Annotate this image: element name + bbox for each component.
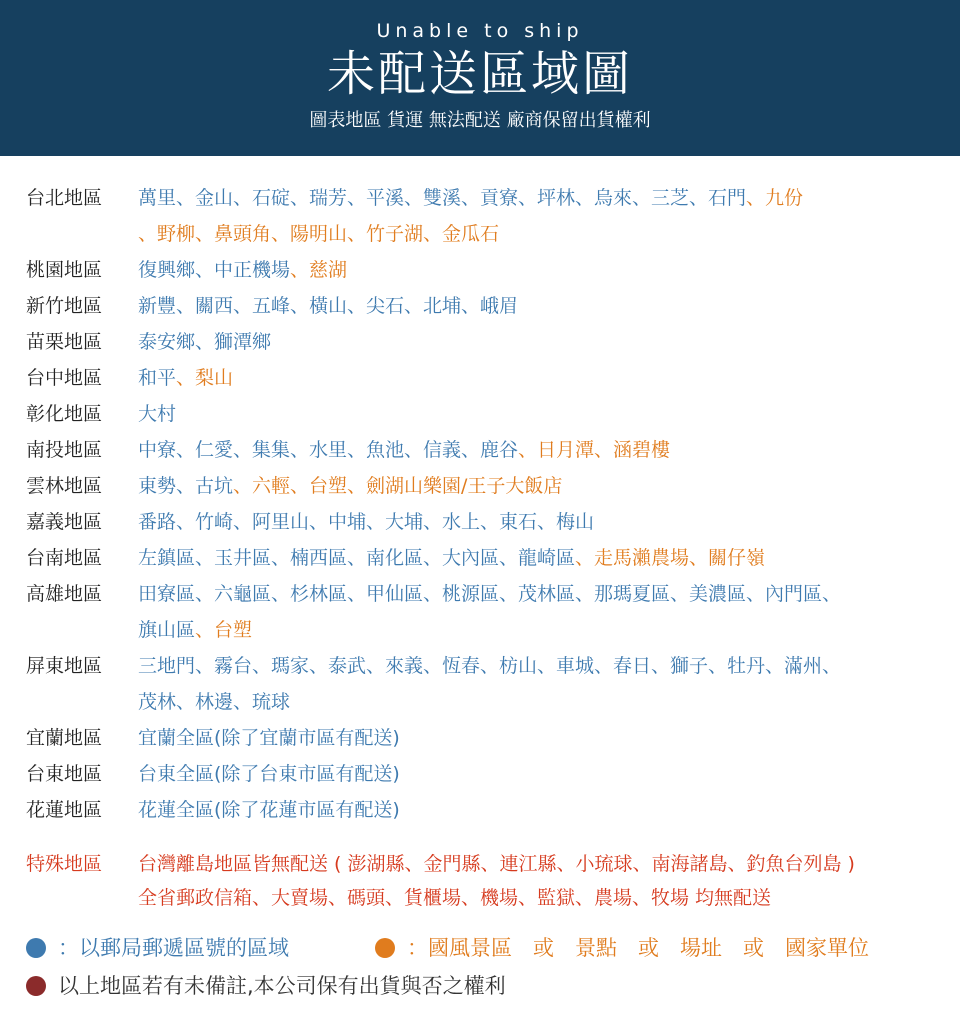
region-places	[138, 432, 938, 468]
postal-place-text: 東勢、古坑	[138, 475, 234, 497]
region-label: 台北地區	[26, 187, 103, 209]
postal-place-text: 萬里、金山、石碇、瑞芳、平溪、雙溪、貢寮、坪林、烏來、三芝、石門	[138, 187, 747, 209]
region-places-line	[138, 648, 938, 684]
header-subtitle: Unable to ship	[376, 20, 584, 42]
special-region-label: 特殊地區	[26, 853, 103, 875]
region-row	[0, 792, 960, 828]
special-region-line: 全省郵政信箱、大賣場、碼頭、貨櫃場、機場、監獄、農場、牧場 均無配送	[138, 887, 772, 909]
legend-row	[26, 933, 869, 963]
region-places-line	[138, 216, 938, 252]
legend-blue-text: ：以郵局郵遞區號的區域	[58, 936, 289, 960]
postal-place-text: 復興鄉、中正機場	[138, 259, 291, 281]
region-places-line	[138, 396, 938, 432]
region-list	[0, 180, 960, 828]
postal-place-text: 台東全區(除了台東市區有配送)	[138, 763, 400, 785]
region-places-line	[138, 792, 938, 828]
region-places-line	[138, 468, 938, 504]
region-places	[138, 720, 938, 756]
region-row	[0, 396, 960, 432]
region-row	[0, 324, 960, 360]
region-places-line	[138, 540, 938, 576]
postal-place-text: 花蓮全區(除了花蓮市區有配送)	[138, 799, 400, 821]
region-places-line	[138, 432, 938, 468]
region-places	[138, 288, 938, 324]
region-places	[138, 792, 938, 828]
region-label: 雲林地區	[26, 475, 103, 497]
region-places	[138, 576, 938, 648]
region-places	[138, 324, 938, 360]
region-places	[138, 648, 938, 720]
special-region-places	[138, 847, 855, 915]
postal-place-text: 中寮、仁愛、集集、水里、魚池、信義、鹿谷	[138, 439, 519, 461]
region-places-line	[138, 504, 938, 540]
region-label: 台中地區	[26, 367, 103, 389]
region-label: 台南地區	[26, 547, 103, 569]
header-banner	[0, 0, 960, 156]
postal-place-text: 旗山區	[138, 619, 196, 641]
region-row	[0, 432, 960, 468]
region-places-line	[138, 576, 938, 612]
region-places-line	[138, 756, 938, 792]
region-row	[0, 180, 960, 252]
region-label: 屏東地區	[26, 655, 103, 677]
region-row	[0, 576, 960, 648]
postal-place-text: 茂林、林邊、琉球	[138, 691, 291, 713]
scenic-place-text: 、野柳、鼻頭角、陽明山、竹子湖、金瓜石	[138, 223, 500, 245]
postal-place-text: 和平	[138, 367, 177, 389]
region-places	[138, 504, 938, 540]
postal-place-text: 田寮區、六龜區、杉林區、甲仙區、桃源區、茂林區、那瑪夏區、美濃區、內門區、	[138, 583, 842, 605]
region-places-line	[138, 180, 938, 216]
scenic-place-text: 、走馬瀨農場、關仔嶺	[575, 547, 766, 569]
scenic-place-text: 、九份	[746, 187, 804, 209]
region-label: 新竹地區	[26, 295, 103, 317]
region-places	[138, 252, 938, 288]
postal-place-text: 左鎮區、玉井區、楠西區、南化區、大內區、龍崎區	[138, 547, 576, 569]
region-row	[0, 360, 960, 396]
region-places-line	[138, 288, 938, 324]
region-places	[138, 360, 938, 396]
scenic-place-text: 、梨山	[176, 367, 234, 389]
region-places	[138, 756, 938, 792]
region-label: 高雄地區	[26, 583, 103, 605]
region-places-line	[138, 252, 938, 288]
region-label: 南投地區	[26, 439, 103, 461]
postal-place-text: 三地門、霧台、瑪家、泰武、來義、恆春、枋山、車城、春日、獅子、牡丹、滿州、	[138, 655, 842, 677]
legend-note-text: 以上地區若有未備註,本公司保有出貨與否之權利	[58, 974, 506, 998]
region-places-line	[138, 324, 938, 360]
region-label: 彰化地區	[26, 403, 103, 425]
region-row	[0, 252, 960, 288]
region-row	[0, 540, 960, 576]
red-dot-icon	[26, 976, 46, 996]
scenic-place-text: 、台塑	[195, 619, 253, 641]
region-places-line	[138, 684, 938, 720]
region-places-line	[138, 360, 938, 396]
region-label: 苗栗地區	[26, 331, 103, 353]
postal-place-text: 番路、竹崎、阿里山、中埔、大埔、水上、東石、梅山	[138, 511, 595, 533]
scenic-place-text: 、六輕、台塑、劍湖山樂園/王子大飯店	[233, 475, 563, 497]
special-region-row	[0, 847, 960, 915]
special-region-line: 台灣離島地區皆無配送 ( 澎湖縣、金門縣、連江縣、小琉球、南海諸島、釣魚台列島 )	[138, 853, 855, 875]
region-row	[0, 504, 960, 540]
region-label: 桃園地區	[26, 259, 103, 281]
page-title: 未配送區域圖	[326, 46, 633, 102]
legend-note-row	[26, 971, 506, 1001]
postal-place-text: 泰安鄉、獅潭鄉	[138, 331, 272, 353]
postal-place-text: 宜蘭全區(除了宜蘭市區有配送)	[138, 727, 400, 749]
region-places	[138, 468, 938, 504]
scenic-place-text: 、日月潭、涵碧樓	[518, 439, 671, 461]
region-places-line	[138, 612, 938, 648]
region-row	[0, 288, 960, 324]
postal-place-text: 大村	[138, 403, 177, 425]
header-description: 圖表地區 貨運 無法配送 廠商保留出貨權利	[309, 110, 651, 131]
region-places	[138, 180, 938, 252]
region-label: 嘉義地區	[26, 511, 103, 533]
region-places	[138, 396, 938, 432]
postal-place-text: 新豐、關西、五峰、橫山、尖石、北埔、峨眉	[138, 295, 519, 317]
blue-dot-icon	[26, 938, 46, 958]
scenic-place-text: 、慈湖	[290, 259, 348, 281]
region-label: 花蓮地區	[26, 799, 103, 821]
region-row	[0, 756, 960, 792]
region-row	[0, 720, 960, 756]
legend-orange-text: ：國風景區 或 景點 或 場址 或 國家單位	[407, 936, 869, 960]
region-places-line	[138, 720, 938, 756]
region-label: 宜蘭地區	[26, 727, 103, 749]
orange-dot-icon	[375, 938, 395, 958]
region-label: 台東地區	[26, 763, 103, 785]
region-places	[138, 540, 938, 576]
region-row	[0, 648, 960, 720]
region-row	[0, 468, 960, 504]
